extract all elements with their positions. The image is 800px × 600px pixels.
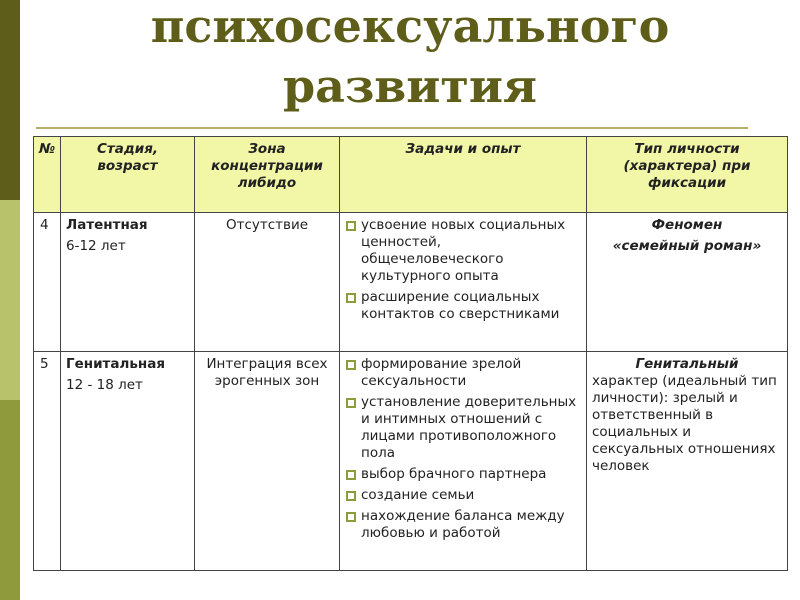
table-header-row bbox=[34, 137, 788, 213]
square-bullet-icon bbox=[346, 293, 356, 303]
cell-zone: Отсутствие bbox=[195, 213, 340, 352]
header-stage: Стадия, возраст bbox=[61, 137, 195, 213]
list-item: усвоение новых социальных ценностей, общечеловеческого культурного опыта bbox=[345, 217, 581, 285]
list-item: формирование зрелой сексуальности bbox=[345, 356, 581, 390]
ptype-title: Феномен bbox=[651, 217, 723, 233]
list-item: нахождение баланса между любовью и работой bbox=[345, 508, 581, 542]
cell-tasks bbox=[340, 213, 587, 352]
cell-zone: Интеграция всех эрогенных зон bbox=[195, 352, 340, 571]
square-bullet-icon bbox=[346, 470, 356, 480]
cell-num: 5 bbox=[34, 352, 61, 571]
square-bullet-icon bbox=[346, 491, 356, 501]
stage-age: 12 - 18 лет bbox=[66, 377, 143, 393]
ptype-subtitle: «семейный роман» bbox=[612, 238, 762, 254]
tasks-list bbox=[345, 217, 581, 323]
slide-title-line-2: развития bbox=[282, 59, 537, 113]
cell-stage bbox=[61, 352, 195, 571]
square-bullet-icon bbox=[346, 221, 356, 231]
header-ptype: Тип личности (характера) при фиксации bbox=[587, 137, 788, 213]
stage-name: Латентная bbox=[66, 217, 148, 233]
stages-table bbox=[33, 136, 788, 571]
table-row bbox=[34, 352, 788, 571]
header-num: № bbox=[34, 137, 61, 213]
square-bullet-icon bbox=[346, 398, 356, 408]
list-item: установление доверительных и интимных отношений с лицами противоположного пола bbox=[345, 394, 581, 462]
left-bar-segment-light bbox=[0, 200, 20, 400]
cell-ptype bbox=[587, 213, 788, 352]
cell-num: 4 bbox=[34, 213, 61, 352]
slide-title-line-1: психосексуального bbox=[150, 0, 670, 53]
stage-name: Генитальная bbox=[66, 356, 166, 372]
square-bullet-icon bbox=[346, 360, 356, 370]
ptype-title: Генитальный bbox=[635, 356, 739, 372]
left-bar-segment-dark bbox=[0, 0, 20, 200]
list-item: расширение социальных контактов со сверстниками bbox=[345, 289, 581, 323]
stage-age: 6-12 лет bbox=[66, 238, 126, 254]
header-zone: Зона концентрации либидо bbox=[195, 137, 340, 213]
title-divider bbox=[36, 127, 748, 129]
left-decor-bar bbox=[0, 0, 20, 600]
list-item: создание семьи bbox=[345, 487, 581, 504]
table-row bbox=[34, 213, 788, 352]
header-tasks: Задачи и опыт bbox=[340, 137, 587, 213]
square-bullet-icon bbox=[346, 512, 356, 522]
left-bar-segment-mid bbox=[0, 400, 20, 600]
tasks-list bbox=[345, 356, 581, 542]
list-item: выбор брачного партнера bbox=[345, 466, 581, 483]
cell-tasks bbox=[340, 352, 587, 571]
ptype-description: характер (идеальный тип личности): зрелый и ответственный в социальных и сексуальных отношениях человек bbox=[592, 373, 777, 474]
cell-stage bbox=[61, 213, 195, 352]
cell-ptype bbox=[587, 352, 788, 571]
